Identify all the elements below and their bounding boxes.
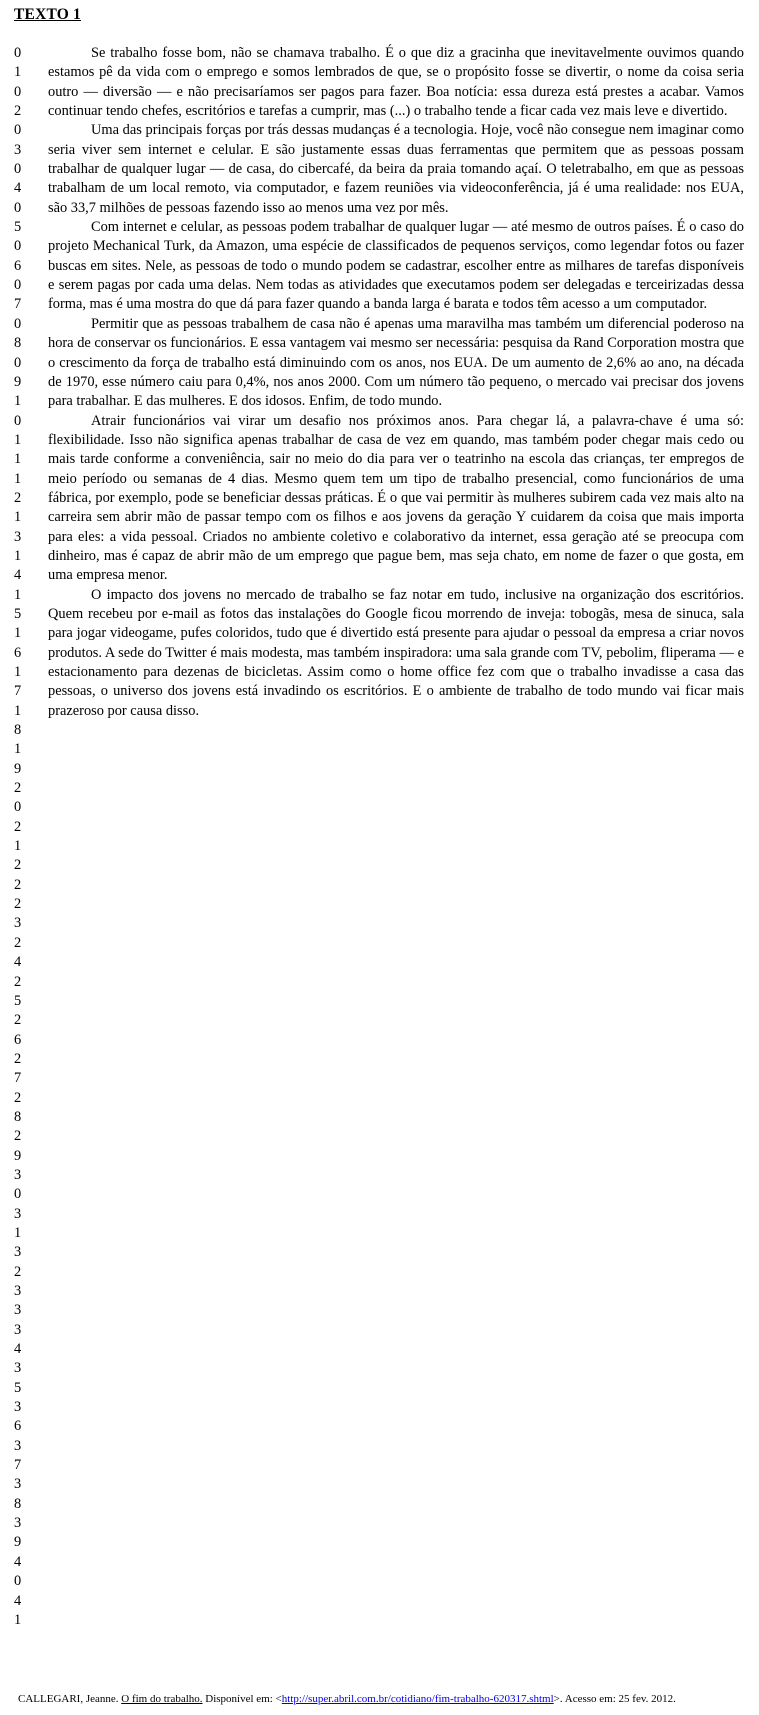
line-number: 2 <box>14 780 22 797</box>
line-number: 4 <box>14 954 22 971</box>
line-number: 9 <box>14 1147 22 1164</box>
line-number: 7 <box>14 1457 22 1474</box>
line-number: 1 <box>14 664 22 680</box>
line-number: 1 <box>14 1224 22 1241</box>
citation-work-title: O fim do trabalho. <box>121 1693 203 1705</box>
line-number: 1 <box>14 64 22 81</box>
paragraph: Com internet e celular, as pessoas podem trabalhar de qualquer lugar — até mesmo de outros países. É o caso do projeto Mechanical Turk, da Amazon, uma espécie de classificados de pequenos serviços, como legendar fotos ou fazer buscas em sites. Nele, as pessoas de todo o mundo podem se cadastrar, escolher entre as milhares de tarefas disponíveis e serem pagas por cada uma delas. Nem todas as atividades que executamos podem ser delegadas e terceirizadas dessa forma, mas é uma mostra do que dá para fazer quando a banda larga é barata e todos têm acesso a um computador. <box>48 219 744 313</box>
line-number: 1 <box>14 509 22 526</box>
line-number: 4 <box>14 180 22 197</box>
line-number: 0 <box>14 45 22 61</box>
citation-author: CALLEGARI, Jeanne. <box>18 1693 122 1705</box>
line-number: 1 <box>14 547 22 564</box>
line-number: 2 <box>14 857 22 874</box>
line-number: 2 <box>14 1128 22 1145</box>
line-number: 3 <box>14 1437 22 1454</box>
paragraph: O impacto dos jovens no mercado de trabalho se faz notar em tudo, inclusive na organização dos escritórios. Quem recebeu por e-mail as fotos das instalações do Google ficou morrendo de inveja: tobogãs, mesa de sinuca, sala para jogar videogame, pufes coloridos, tudo que é divertido está presente para ajudar o pessoal da empresa a criar novos produtos. A sede do Twitter é mais modesta, mas também inspiradora: uma sala grande com TV, pebolim, fliperama — e estacionamento para dezenas de bicicletas. Assim como o home office fez com que o trabalho invadisse a casa das pessoas, o universo dos jovens está invadindo os escritórios. E o ambiente de trabalho de todo mundo vai ficar mais prazeroso por causa disso. <box>48 586 744 719</box>
line-number: 3 <box>14 1360 22 1377</box>
line-number: 1 <box>14 451 22 468</box>
page-title: TEXTO 1 <box>14 6 82 23</box>
line-number: 5 <box>14 992 22 1009</box>
line-number: 9 <box>14 1534 22 1551</box>
line-number: 2 <box>14 934 22 951</box>
line-number: 5 <box>14 219 22 236</box>
line-number: 0 <box>14 412 22 429</box>
line-number: 4 <box>14 567 22 584</box>
line-number: 2 <box>14 1263 22 1280</box>
line-number: 6 <box>14 257 22 274</box>
line-number: 3 <box>14 1205 22 1222</box>
line-number: 3 <box>14 915 22 932</box>
source-citation <box>18 1693 676 1705</box>
line-number: 8 <box>14 1495 22 1512</box>
line-number: 0 <box>14 122 22 139</box>
line-number-column <box>14 44 34 1630</box>
line-number: 1 <box>14 470 22 487</box>
line-number: 0 <box>14 799 22 816</box>
line-number: 7 <box>14 296 22 313</box>
line-number: 0 <box>14 1573 22 1590</box>
line-number: 2 <box>14 896 22 913</box>
paragraph: Atrair funcionários vai virar um desafio nos próximos anos. Para chegar lá, a palavra-chave é uma só: flexibilidade. Isso não significa apenas trabalhar de casa de vez em quando, mas também poder chegar mais cedo ou mais tarde conforme a conveniência, sair no meio do dia para ver o teatrinho na escola das crianças, ter empregos de meio período ou semanas de 4 dias. Mesmo quem tem um tipo de trabalho presencial, como funcionários de uma fábrica, por exemplo, pode se beneficiar dessas práticas. É o que vai permitir às mulheres subirem cada vez mais alto na carreira sem abrir mão de passar tempo com os filhos e aos jovens da geração Y cuidarem da coisa que mais importa para eles: a vida pessoal. Criados no ambiente coletivo e colaborativo da internet, essa geração até se preocupa com dinheiro, mas é capaz de abrir mão de um emprego que pague bem, mas seja chato, em nome de fazer o que gosta, em uma empresa menor. <box>48 412 744 584</box>
line-number: 4 <box>14 1592 22 1609</box>
line-number: 0 <box>14 277 22 294</box>
line-number: 8 <box>14 1108 22 1125</box>
line-number: 9 <box>14 760 22 777</box>
line-number: 0 <box>14 315 22 332</box>
line-number: 3 <box>14 528 22 545</box>
line-number: 3 <box>14 141 22 158</box>
line-number: 1 <box>14 838 22 855</box>
citation-access-date: >. Acesso em: 25 fev. 2012. <box>553 1693 676 1705</box>
line-number: 6 <box>14 644 22 661</box>
line-number: 2 <box>14 489 22 506</box>
source-link[interactable]: http://super.abril.com.br/cotidiano/fim-trabalho-620317.shtml <box>281 1693 554 1705</box>
line-number: 2 <box>14 973 22 990</box>
citation-available-prefix: Disponível em: < <box>202 1693 282 1705</box>
text-body <box>48 44 744 721</box>
line-number: 1 <box>14 586 22 603</box>
line-number: 2 <box>14 1050 22 1067</box>
line-number: 2 <box>14 876 22 893</box>
line-number: 7 <box>14 1070 22 1087</box>
line-number: 3 <box>14 1321 22 1338</box>
line-number: 5 <box>14 605 22 622</box>
line-number: 1 <box>14 702 22 719</box>
paragraph: Se trabalho fosse bom, não se chamava trabalho. É o que diz a gracinha que inevitavelmente ouvimos quando estamos pê da vida com o emprego e somos lembrados de que, se o propósito fosse se divertir, o nome da coisa seria outro — diversão — e não precisaríamos ser pagos para fazer. Boa notícia: essa dureza está prestes a acabar. Vamos continuar tendo chefes, escritórios e tarefas a cumprir, mas (...) o trabalho tende a ficar cada vez mais leve e divertido. <box>48 45 744 120</box>
line-number: 6 <box>14 1418 22 1435</box>
line-number: 0 <box>14 83 22 100</box>
line-number: 0 <box>14 161 22 178</box>
line-number: 2 <box>14 103 22 120</box>
line-number: 3 <box>14 1302 22 1319</box>
line-number: 2 <box>14 1012 22 1029</box>
line-number: 5 <box>14 1379 22 1396</box>
line-number: 9 <box>14 373 22 390</box>
line-number: 1 <box>14 741 22 758</box>
line-number: 3 <box>14 1515 22 1532</box>
line-number: 3 <box>14 1399 22 1416</box>
line-number: 1 <box>14 431 22 448</box>
line-number: 0 <box>14 199 22 216</box>
line-number: 7 <box>14 683 22 700</box>
line-number: 4 <box>14 1341 22 1358</box>
line-number: 1 <box>14 393 22 410</box>
line-number: 3 <box>14 1166 22 1183</box>
line-number: 4 <box>14 1553 22 1570</box>
line-number: 0 <box>14 1186 22 1203</box>
line-number: 3 <box>14 1244 22 1261</box>
paragraph: Uma das principais forças por trás dessas mudanças é a tecnologia. Hoje, você não consegue nem imaginar como seria viver sem internet e celular. E são justamente essas duas ferramentas que permitem que as pessoas possam trabalhar de qualquer lugar — de casa, do cibercafé, da beira da praia tomando açaí. O teletrabalho, em que as pessoas trabalham de um local remoto, via computador, e fazem reuniões via videoconferência, já é uma realidade: nos EUA, são 33,7 milhões de pessoas fazendo isso ao menos uma vez por mês. <box>48 122 744 216</box>
line-number: 0 <box>14 238 22 255</box>
paragraph: Permitir que as pessoas trabalhem de casa não é apenas uma maravilha mas também um diferencial poderoso na hora de conservar os funcionários. E essa vantagem vai mesmo ser necessária: pesquisa da Rand Corporation mostra que o crescimento da força de trabalho está diminuindo com os anos, nos EUA. De um aumento de 2,6% ao ano, na década de 1970, esse número caiu para 0,4%, nos anos 2000. Com um número tão pequeno, o mercado vai precisar dos jovens para trabalhar. E das mulheres. E dos idosos. Enfim, de todo mundo. <box>48 315 744 410</box>
line-number: 2 <box>14 818 22 835</box>
line-number: 0 <box>14 354 22 371</box>
line-number: 1 <box>14 625 22 642</box>
line-number: 2 <box>14 1089 22 1106</box>
line-number: 1 <box>14 1611 22 1628</box>
line-number: 3 <box>14 1476 22 1493</box>
line-number: 8 <box>14 335 22 352</box>
line-number: 8 <box>14 722 22 739</box>
line-number: 3 <box>14 1283 22 1299</box>
line-number: 6 <box>14 1031 22 1048</box>
